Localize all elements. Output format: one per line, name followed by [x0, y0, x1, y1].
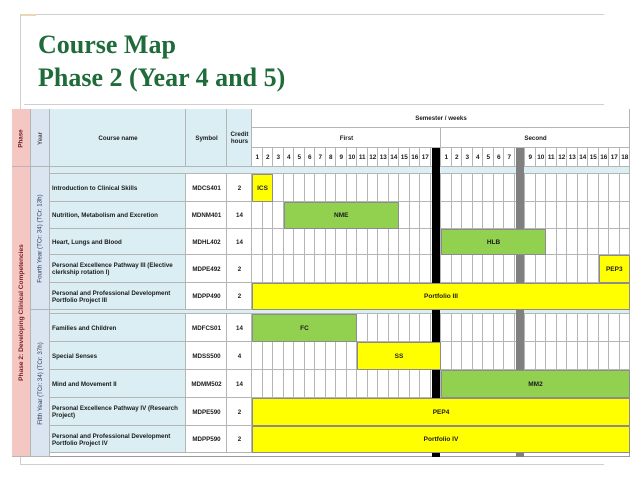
week-cell	[557, 229, 568, 255]
week-cell	[588, 202, 599, 229]
spacer-row	[50, 167, 630, 174]
week-cell	[378, 370, 389, 398]
course-name: Special Senses	[52, 352, 98, 360]
week-cell	[378, 255, 389, 283]
course-bar	[441, 229, 546, 255]
week-cell	[252, 202, 263, 229]
week-cell	[504, 255, 515, 283]
week-cell	[389, 174, 400, 202]
week-cell	[347, 370, 358, 398]
week-cell	[326, 174, 337, 202]
week-cell	[263, 255, 274, 283]
course-symbol: MDPE492	[192, 265, 221, 273]
week-cell	[473, 314, 484, 342]
week-cell	[599, 314, 610, 342]
week-cell	[567, 255, 578, 283]
week-cell	[420, 174, 431, 202]
week-cell	[620, 342, 631, 370]
week-cell	[336, 174, 347, 202]
week-cell	[483, 202, 494, 229]
course-bar-label: ICS	[257, 184, 268, 192]
week-number: 3	[276, 154, 281, 161]
header-symbol: Symbol	[195, 134, 218, 142]
week-cell	[609, 314, 620, 342]
week-cell	[263, 202, 274, 229]
week-cell	[315, 370, 326, 398]
course-name: Families and Children	[52, 324, 117, 332]
header-second: Second	[524, 134, 547, 142]
week-cell	[588, 229, 599, 255]
week-cell	[441, 314, 452, 342]
week-cell	[410, 255, 421, 283]
course-symbol: MDHL402	[192, 238, 221, 246]
course-name: Nutrition, Metabolism and Excretion	[52, 212, 158, 219]
week-cell	[620, 174, 631, 202]
week-cell	[504, 314, 515, 342]
week-cell	[326, 255, 337, 283]
week-cell	[347, 255, 358, 283]
week-cell	[609, 229, 620, 255]
week-number: 8	[328, 154, 333, 161]
course-bar	[284, 202, 400, 229]
week-cell	[273, 229, 284, 255]
week-number: 9	[339, 154, 344, 161]
week-cell	[578, 342, 589, 370]
year-label: Fifth Year (TCr: 34) (TCr: 37h)	[37, 342, 44, 425]
week-cell	[494, 202, 505, 229]
week-cell	[599, 202, 610, 229]
week-cell	[252, 229, 263, 255]
week-cell	[483, 255, 494, 283]
course-bar	[599, 255, 631, 283]
week-cell	[588, 255, 599, 283]
week-cell	[378, 229, 389, 255]
week-cell	[284, 255, 295, 283]
week-cell	[357, 370, 368, 398]
week-cell	[284, 174, 295, 202]
course-bar	[252, 426, 630, 453]
course-name: Personal and Professional Development Portfolio Project III	[52, 289, 171, 304]
course-name: Introduction to Clinical Skills	[52, 184, 138, 192]
course-bar-label: SS	[394, 352, 404, 360]
week-cell	[588, 174, 599, 202]
week-number: 1	[255, 154, 260, 161]
week-cell	[609, 174, 620, 202]
week-cell	[546, 342, 557, 370]
week-cell	[368, 174, 379, 202]
week-cell	[420, 202, 431, 229]
week-cell	[336, 255, 347, 283]
week-cell	[620, 314, 631, 342]
course-credit: 14	[236, 238, 243, 246]
week-cell	[620, 202, 631, 229]
week-cell	[252, 255, 263, 283]
week-cell	[284, 370, 295, 398]
week-number: 11	[547, 154, 555, 161]
slide-title-line-1: Course Map	[38, 30, 176, 59]
course-bar	[252, 314, 357, 342]
week-cell	[263, 342, 274, 370]
week-cell	[452, 255, 463, 283]
week-cell	[273, 202, 284, 229]
week-cell	[294, 174, 305, 202]
week-cell	[504, 342, 515, 370]
week-cell	[483, 342, 494, 370]
week-cell	[620, 229, 631, 255]
week-number: 12	[558, 154, 566, 161]
week-cell	[546, 202, 557, 229]
week-cell	[567, 174, 578, 202]
week-number: 6	[307, 154, 312, 161]
week-cell	[378, 314, 389, 342]
week-cell	[452, 202, 463, 229]
week-number: 13	[379, 154, 387, 161]
course-bar-label: Portfolio IV	[423, 436, 459, 443]
course-symbol: MDFCS01	[192, 324, 221, 332]
week-cell	[452, 342, 463, 370]
week-cell	[494, 314, 505, 342]
week-number: 4	[286, 154, 291, 161]
week-cell	[588, 342, 599, 370]
week-cell	[336, 229, 347, 255]
week-number: 7	[507, 154, 512, 161]
week-cell	[567, 314, 578, 342]
week-number: 14	[579, 154, 587, 161]
header-phase-label: Phase	[17, 128, 25, 148]
week-number: 11	[358, 154, 366, 161]
course-symbol: MDNM401	[191, 212, 222, 219]
week-cell	[452, 174, 463, 202]
week-cell	[473, 202, 484, 229]
week-cell	[525, 342, 536, 370]
week-cell	[305, 370, 316, 398]
year-label: Fourth Year (TCr: 34) (TCr: 13h)	[37, 194, 44, 283]
header-year-label: Year	[36, 131, 44, 145]
course-symbol: MDPP590	[192, 436, 221, 443]
week-cell	[483, 174, 494, 202]
week-cell	[441, 342, 452, 370]
course-credit: 2	[237, 293, 242, 300]
week-cell	[410, 202, 421, 229]
course-symbol: MDCS401	[192, 184, 221, 192]
week-cell	[504, 202, 515, 229]
week-cell	[473, 174, 484, 202]
week-number: 9	[528, 154, 533, 161]
week-cell	[494, 174, 505, 202]
week-cell	[294, 370, 305, 398]
week-number: 15	[589, 154, 597, 161]
week-cell	[410, 314, 421, 342]
slide-title-line-2: Phase 2 (Year 4 and 5)	[38, 63, 286, 92]
week-cell	[578, 202, 589, 229]
course-name: Personal and Professional Development Portfolio Project IV	[52, 432, 171, 447]
week-cell	[494, 255, 505, 283]
week-number: 18	[621, 154, 629, 161]
week-cell	[389, 255, 400, 283]
course-symbol: MDPP490	[192, 293, 221, 300]
course-credit: 14	[236, 324, 243, 332]
week-cell	[399, 202, 410, 229]
course-credit: 14	[236, 212, 243, 219]
week-cell	[305, 174, 316, 202]
week-cell	[368, 229, 379, 255]
week-cell	[536, 342, 547, 370]
week-cell	[504, 174, 515, 202]
week-cell	[294, 342, 305, 370]
week-cell	[357, 174, 368, 202]
slide-corner-accent	[20, 14, 36, 16]
course-name: Personal Excellence Pathway IV (Research Project)	[52, 405, 178, 419]
week-cell	[399, 370, 410, 398]
week-cell	[557, 314, 568, 342]
week-cell	[368, 370, 379, 398]
week-cell	[462, 202, 473, 229]
week-cell	[357, 229, 368, 255]
week-cell	[462, 342, 473, 370]
week-cell	[326, 342, 337, 370]
week-cell	[368, 255, 379, 283]
week-cell	[284, 342, 295, 370]
week-cell	[336, 342, 347, 370]
week-cell	[315, 229, 326, 255]
week-cell	[557, 202, 568, 229]
week-cell	[462, 174, 473, 202]
course-bar-label: FC	[300, 324, 309, 332]
week-cell	[609, 342, 620, 370]
phase-label: Phase 2: Developing Clinical Competencies	[18, 243, 25, 381]
header-first: First	[339, 134, 354, 142]
header-course-name: Course name	[98, 134, 138, 142]
week-cell	[389, 229, 400, 255]
week-cell	[567, 342, 578, 370]
week-cell	[263, 370, 274, 398]
header-credit-hours: Credit hours	[230, 131, 249, 145]
course-bar-label: PEP4	[432, 408, 450, 416]
week-cell	[599, 229, 610, 255]
week-number: 12	[369, 154, 377, 161]
course-bar	[252, 174, 273, 202]
week-number: 16	[411, 154, 419, 161]
week-cell	[462, 314, 473, 342]
week-cell	[525, 314, 536, 342]
slide-title	[38, 28, 285, 94]
week-cell	[494, 342, 505, 370]
week-cell	[609, 202, 620, 229]
course-credit: 14	[236, 380, 243, 388]
week-number: 2	[454, 154, 459, 161]
week-cell	[399, 229, 410, 255]
week-cell	[525, 174, 536, 202]
course-bar	[357, 342, 441, 370]
week-cell	[315, 255, 326, 283]
week-cell	[273, 255, 284, 283]
week-number: 3	[465, 154, 470, 161]
course-credit: 2	[237, 184, 242, 192]
week-cell	[536, 202, 547, 229]
week-number: 16	[600, 154, 608, 161]
week-number: 17	[610, 154, 618, 161]
week-cell	[546, 255, 557, 283]
course-bar	[441, 370, 630, 398]
course-credit: 4	[237, 352, 242, 360]
course-credit: 2	[237, 265, 242, 273]
week-cell	[578, 229, 589, 255]
week-cell	[273, 370, 284, 398]
course-name: Personal Excellence Pathway III (Elective clerkship rotation I)	[52, 262, 173, 276]
week-cell	[578, 255, 589, 283]
week-cell	[441, 202, 452, 229]
week-cell	[347, 229, 358, 255]
week-cell	[546, 314, 557, 342]
course-bar-label: PEP3	[605, 265, 623, 273]
week-cell	[420, 229, 431, 255]
week-cell	[305, 342, 316, 370]
slide-top-rule	[20, 14, 604, 15]
week-cell	[410, 370, 421, 398]
week-cell	[273, 174, 284, 202]
week-cell	[294, 229, 305, 255]
week-cell	[473, 255, 484, 283]
week-cell	[273, 342, 284, 370]
week-number: 6	[496, 154, 501, 161]
week-cell	[336, 370, 347, 398]
week-number: 2	[265, 154, 270, 161]
week-number: 5	[297, 154, 302, 161]
course-name: Heart, Lungs and Blood	[52, 238, 122, 246]
week-cell	[410, 174, 421, 202]
week-cell	[420, 314, 431, 342]
week-number: 14	[390, 154, 398, 161]
week-cell	[420, 370, 431, 398]
course-bar-label: NME	[334, 212, 349, 219]
week-cell	[315, 342, 326, 370]
week-cell	[252, 342, 263, 370]
week-cell	[452, 314, 463, 342]
course-bar-label: Portfolio III	[424, 293, 458, 300]
week-cell	[315, 174, 326, 202]
course-symbol: MDMM502	[191, 380, 222, 388]
week-cell	[399, 174, 410, 202]
week-cell	[536, 255, 547, 283]
week-cell	[546, 174, 557, 202]
week-cell	[588, 314, 599, 342]
week-cell	[599, 342, 610, 370]
week-number: 4	[475, 154, 480, 161]
week-cell	[557, 174, 568, 202]
week-cell	[536, 174, 547, 202]
week-cell	[252, 370, 263, 398]
course-credit: 2	[237, 408, 242, 416]
week-cell	[263, 229, 274, 255]
week-number: 7	[318, 154, 323, 161]
week-cell	[578, 314, 589, 342]
week-cell	[536, 314, 547, 342]
week-cell	[578, 174, 589, 202]
week-cell	[546, 229, 557, 255]
week-cell	[305, 255, 316, 283]
week-cell	[399, 255, 410, 283]
week-cell	[368, 314, 379, 342]
week-cell	[326, 229, 337, 255]
title-underline	[24, 104, 604, 105]
course-symbol: MDPE590	[192, 408, 221, 416]
slide-bottom-rule	[20, 464, 604, 465]
week-cell	[420, 255, 431, 283]
week-cell	[284, 229, 295, 255]
week-cell	[305, 229, 316, 255]
course-symbol: MDSS500	[192, 352, 221, 360]
course-bar-label: HLB	[486, 238, 501, 246]
week-number: 15	[400, 154, 408, 161]
week-number: 10	[537, 154, 545, 161]
week-cell	[357, 314, 368, 342]
week-cell	[389, 370, 400, 398]
week-cell	[599, 174, 610, 202]
week-number: 1	[444, 154, 449, 161]
week-cell	[294, 255, 305, 283]
week-cell	[525, 255, 536, 283]
week-cell	[347, 174, 358, 202]
week-cell	[557, 342, 568, 370]
week-cell	[326, 370, 337, 398]
week-cell	[410, 229, 421, 255]
course-bar	[252, 283, 630, 310]
week-cell	[441, 255, 452, 283]
week-cell	[557, 255, 568, 283]
week-cell	[525, 202, 536, 229]
week-number: 5	[486, 154, 491, 161]
week-cell	[441, 174, 452, 202]
week-number: 13	[568, 154, 576, 161]
week-cell	[389, 314, 400, 342]
header-semester-weeks: Semester / weeks	[415, 115, 467, 122]
week-cell	[473, 342, 484, 370]
course-credit: 2	[237, 436, 242, 443]
week-cell	[347, 342, 358, 370]
week-number: 10	[348, 154, 356, 161]
week-cell	[483, 314, 494, 342]
week-cell	[462, 255, 473, 283]
course-name: Mind and Movement II	[52, 380, 117, 388]
week-cell	[357, 255, 368, 283]
week-number: 17	[421, 154, 429, 161]
week-cell	[378, 174, 389, 202]
week-cell	[567, 229, 578, 255]
course-bar	[252, 398, 630, 426]
week-cell	[567, 202, 578, 229]
week-cell	[399, 314, 410, 342]
course-bar-label: MM2	[528, 380, 543, 388]
